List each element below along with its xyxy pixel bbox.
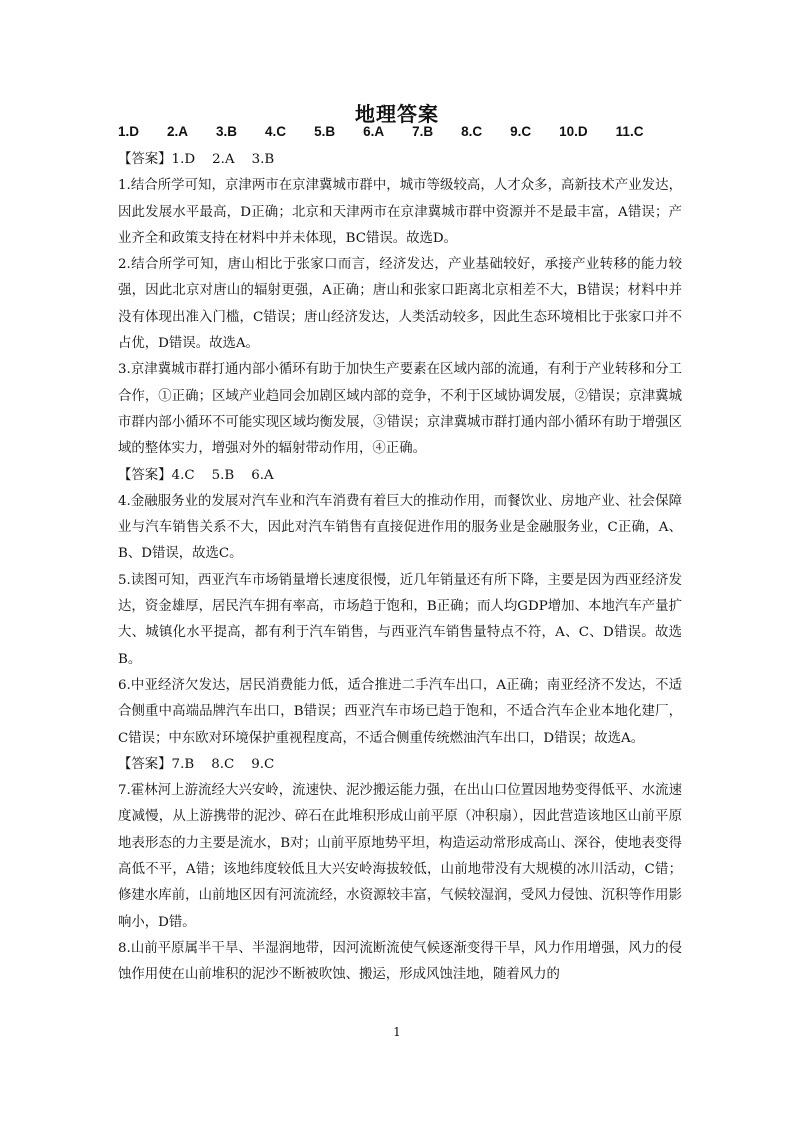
answer-item: 3.B bbox=[216, 124, 238, 139]
answer-item: 6.A bbox=[363, 124, 385, 139]
answer-item: 4.C bbox=[265, 124, 287, 139]
explanation-paragraph: 3.京津冀城市群打通内部小循环有助于加快生产要素在区域内部的流通，有利于产业转移和分工合作，①正确；区域产业趋同会加剧区域内部的竞争，不利于区域协调发展，②错误；京津冀城市群内部小循环不可能实现区域均衡发展，③错误；京津冀城市群打通内部小循环有助于增强区域的整体实力，增强对外的辐射带动作用，④正确。 bbox=[118, 362, 682, 457]
page-title: 地理答案 bbox=[355, 102, 439, 126]
answer-item: 11.C bbox=[615, 124, 644, 139]
explanation-paragraph: 4.金融服务业的发展对汽车业和汽车消费有着巨大的推动作用，而餐饮业、房地产业、社会保障业与汽车销售关系不大，因此对汽车销售有直接促进作用的服务业是金融服务业，C正确，A、B、D错误，故选C。 bbox=[118, 493, 682, 562]
answer-item: 2.A bbox=[167, 124, 189, 139]
explanation-paragraph: 8.山前平原属半干旱、半湿润地带，因河流断流使气候逐渐变得干旱，风力作用增强，风力的侵蚀作用使在山前堆积的泥沙不断被吹蚀、搬运，形成风蚀洼地，随着风力的 bbox=[118, 940, 682, 983]
explanations bbox=[118, 147, 682, 989]
page-number: 1 bbox=[393, 1025, 401, 1039]
answer-key-line: 【答案】1.D 2.A 3.B bbox=[118, 152, 275, 167]
answer-item: 5.B bbox=[314, 124, 336, 139]
answer-item: 10.D bbox=[559, 124, 588, 139]
answer-item: 7.B bbox=[412, 124, 434, 139]
answer-item: 9.C bbox=[510, 124, 532, 139]
explanation-paragraph: 5.读图可知，西亚汽车市场销量增长速度很慢，近几年销量还有所下降，主要是因为西亚经济发达，资金雄厚，居民汽车拥有率高，市场趋于饱和，B正确；而人均GDP增加、本地汽车产量扩大、城镇化水平提高，都有利于汽车销售，与西亚汽车销售量特点不符，A、C、D错误。故选B。 bbox=[118, 572, 682, 667]
answer-item: 1.D bbox=[118, 124, 140, 139]
answer-row bbox=[118, 124, 674, 139]
answer-key-line: 【答案】4.C 5.B 6.A bbox=[118, 467, 274, 483]
explanation-paragraph: 2.结合所学可知，唐山相比于张家口而言，经济发达，产业基础较好，承接产业转移的能力较强，因此北京对唐山的辐射更强，A正确；唐山和张家口距离北京相差不大，B错误；材料中并没有体现出准入门槛，C错误；唐山经济发达，人类活动较多，因此生态环境相比于张家口并不占优，D错误。故选A。 bbox=[118, 257, 682, 352]
explanation-paragraph: 1.结合所学可知，京津两市在京津冀城市群中，城市等级较高，人才众多，高新技术产业发达，因此发展水平最高，D正确；北京和天津两市在京津冀城市群中资源并不是最丰富，A错误；产业齐全和政策支持在材料中并未体现，BC错误。故选D。 bbox=[118, 178, 682, 246]
answer-key-line: 【答案】7.B 8.C 9.C bbox=[118, 756, 275, 772]
answer-item: 8.C bbox=[461, 124, 483, 139]
explanation-paragraph: 6.中亚经济欠发达，居民消费能力低，适合推进二手汽车出口，A正确；南亚经济不发达，不适合侧重中高端品牌汽车出口，B错误；西亚汽车市场已趋于饱和，不适合汽车企业本地化建厂，C错误；中东欧对环境保护重视程度高，不适合侧重传统燃油汽车出口，D错误；故选A。 bbox=[118, 677, 682, 746]
explanation-paragraph: 7.霍林河上游流经大兴安岭，流速快、泥沙搬运能力强，在出山口位置因地势变得低平、水流速度减慢，从上游携带的泥沙、碎石在此堆积形成山前平原（冲积扇），因此营造该地区山前平原地表形态的力主要是流水，B对；山前平原地势平坦，构造运动常形成高山、深谷，使地表变得高低不平，A错；该地纬度较低且大兴安岭海拔较低，山前地带没有大规模的冰川活动，C错；修建水库前，山前地区因有河流流经，水资源较丰富，气候较湿润，受风力侵蚀、沉积等作用影响小，D错。 bbox=[118, 783, 682, 930]
